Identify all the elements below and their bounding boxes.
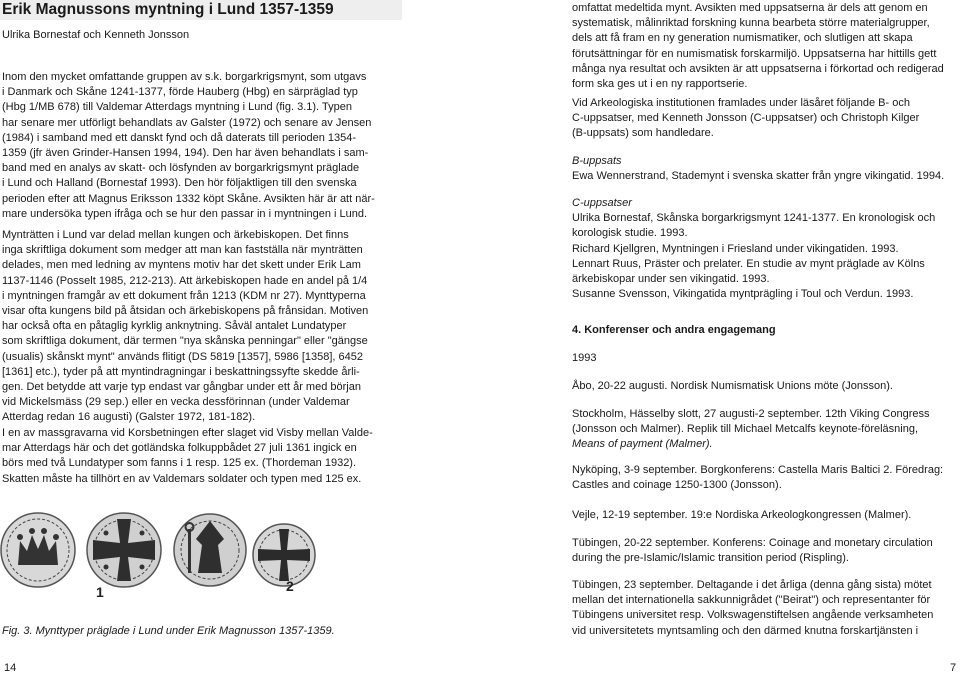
text-line: Tübingen, 20-22 september. Konferens: Coinage and monetary circulation: [572, 537, 933, 549]
b-uppsats-block: [572, 154, 958, 184]
text-line: (B-uppsats) som handledare.: [572, 127, 714, 140]
page-number-left: 14: [4, 662, 17, 674]
paragraph-korsbetningen: [2, 426, 386, 487]
text-line: Mynträtten i Lund var delad mellan kungen och ärkebiskopen. Det finns: [2, 229, 349, 241]
text-line: C-uppsatser, med Kenneth Jonsson (C-uppsatser) och Christoph Kilger: [572, 112, 920, 125]
text-line: band med en analys av skatt- och lösfynden av borgarkrigsmynt präglade: [2, 162, 360, 175]
text-line: Lennart Ruus, Präster och prelater. En studie av mynt präglade av Kölns: [572, 257, 925, 270]
text-line: form ska ges ut i en ny rapportserie.: [572, 78, 748, 91]
coin-figure: [0, 505, 320, 610]
right-page: [572, 0, 960, 676]
c-uppsatser-block: [572, 196, 958, 302]
text-line: Inom den mycket omfattande gruppen av s.k. borgarkrigsmynt, som utgavs: [2, 71, 367, 83]
left-page: [0, 0, 400, 676]
text-line: börs med två Lundatyper som fanns i 1 resp. 125 ex. (Thordeman 1932).: [2, 457, 357, 470]
text-line: Skatten måste ha tillhört en av Valdemars soldater och typen med 125 ex.: [2, 472, 362, 485]
text-line: mare undersöka typen ifråga och se hur den passar in i myntningen i Lund.: [2, 207, 368, 220]
text-line: systematisk, målinriktad forskning kunna bearbeta större materialgrupper,: [572, 17, 930, 30]
text-line: Vid Arkeologiska institutionen framlades under läsåret följande B- och: [572, 97, 910, 109]
article-title: Erik Magnussons myntning i Lund 1357-1359: [0, 0, 402, 20]
text-line: inga skriftliga dokument som medger att man kan fastställa när mynträtten: [2, 244, 363, 257]
text-line: som skriftliga dokument, där termen "nya skånska penningar" eller "gängse: [2, 335, 368, 348]
text-line: (Jonsson och Malmer). Replik till Michael Metcalfs keynote-föreläsning,: [572, 423, 919, 436]
text-line: Nyköping, 3-9 september. Borgkonferens: Castella Maris Baltici 2. Föredrag:: [572, 464, 944, 476]
text-line: ärkebiskopar under sen vikingatid. 1993.: [572, 273, 770, 286]
text-line: during the pre-Islamic/Islamic transition period (Rispling).: [572, 552, 849, 565]
conference-tubingen-1: [572, 536, 958, 566]
coin-1-reverse: [87, 513, 161, 587]
text-line: I en av massgravarna vid Korsbetningen efter slaget vid Visby mellan Valde-: [2, 427, 373, 439]
conference-nykoping: [572, 463, 958, 493]
text-line: Stockholm, Hässelby slott, 27 augusti-2 september. 12th Viking Congress: [572, 408, 930, 420]
figure-caption: Fig. 3. Mynttyper präglade i Lund under Erik Magnusson 1357-1359.: [2, 625, 335, 637]
paragraph-minttrade: [2, 228, 386, 426]
text-line: 1137-1146 (Posselt 1985, 212-213). Att ärkebiskopen hade en andel på 1/4: [2, 274, 368, 287]
text-line: Tübingen, 23 september. Deltagande i det årliga (denna gång sista) mötet: [572, 579, 932, 591]
coin-2-obverse: [174, 514, 246, 586]
text-line: perioden efter att Magnus Eriksson 1332 köpt Skåne. Avsikten här är att när-: [2, 192, 375, 205]
text-line: (1984) i samband med ett danskt fynd och då daterats till perioden 1354-: [2, 131, 357, 144]
conference-vejle: Vejle, 12-19 september. 19:e Nordiska Arkeologkongressen (Malmer).: [572, 509, 912, 521]
paragraph-intro: [2, 70, 386, 222]
b-uppsats-heading: B-uppsats: [572, 155, 622, 167]
figure-label-1: 1: [96, 584, 104, 600]
text-line: vid Mickelsmäss (29 sep.) eller en vecka dessförinnan (under Valdemar: [2, 396, 350, 409]
text-line: Richard Kjellgren, Myntningen i Friesland under vikingatiden. 1993.: [572, 242, 899, 255]
article-authors: Ulrika Bornestaf och Kenneth Jonsson: [2, 29, 190, 41]
figure-label-2: 2: [286, 578, 294, 594]
conference-stockholm: [572, 407, 958, 453]
text-line: förutsättningar för en numismatisk forskarmiljö. Uppsatserna har hittills gett: [572, 47, 937, 60]
text-line: Ewa Wennerstrand, Stademynt i svenska skatter från yngre vikingatid. 1994.: [572, 170, 945, 183]
text-line: 1359 (jfr även Grinder-Hansen 1994, 194). Den har även behandlats i sam-: [2, 147, 369, 160]
section-heading: 4. Konferenser och andra engagemang: [572, 324, 776, 336]
conference-abo: Åbo, 20-22 augusti. Nordisk Numismatisk Unions möte (Jonsson).: [572, 380, 893, 392]
text-line: Means of payment (Malmer).: [572, 438, 713, 451]
text-line: Castles and coinage 1250-1300 (Jonsson).: [572, 479, 782, 492]
text-line: omfattat medeltida mynt. Avsikten med uppsatserna är dels att genom en: [572, 2, 928, 14]
paragraph-arkeologi: [572, 96, 958, 142]
text-line: har också ofta en påtaglig kyrklig anknytning. Såväl antalet Lundatyper: [2, 320, 347, 333]
text-line: korologisk studie. 1993.: [572, 227, 688, 240]
text-line: vid universitetets myntsamling och den därmed knutna forskartjänsten i: [572, 624, 919, 637]
text-line: [1361] etc.), tyder på att myntindragningar i beskattningssyfte skedde årli-: [2, 365, 360, 378]
text-line: många nya resultat och avsikten är att uppsatserna i förkortad och redigerad: [572, 62, 944, 75]
text-line: i Danmark och Skåne 1241-1377, förde Hauberg (Hbg) en särpräglad typ: [2, 86, 358, 99]
text-line: Atterdag redan 16 augusti) (Galster 1972, 181-182).: [2, 411, 256, 424]
coin-2-reverse: [253, 524, 315, 586]
text-line: i Lund och Halland (Bornestaf 1993). Den hör följaktligen till den svenska: [2, 177, 357, 190]
text-line: dels att få fram en ny generation numismatiker, och slutligen att skapa: [572, 32, 913, 45]
text-line: i myntningen framgår av ett dokument från 1213 (KDM nr 27). Mynttyperna: [2, 289, 366, 302]
year-label: 1993: [572, 352, 597, 364]
text-line: Ulrika Bornestaf, Skånska borgarkrigsmynt 1241-1377. En kronologisk och: [572, 212, 936, 225]
text-line: (usualis) skånskt mynt" används flitigt (DS 5819 [1357], 5986 [1358], 6452: [2, 350, 364, 363]
text-line: gen. Det betydde att varje typ endast var gångbar under ett år med början: [2, 381, 361, 394]
c-uppsatser-heading: C-uppsatser: [572, 197, 632, 209]
text-line: delades, men med ledning av myntens motiv har det skett under Erik Lam: [2, 259, 361, 272]
coin-1-obverse: [1, 513, 75, 587]
conference-tubingen-2: [572, 578, 958, 639]
text-line: har senare mer utförligt behandlats av Galster (1972) och senare av Jensen: [2, 116, 372, 129]
paragraph-uppsatser-intro: [572, 1, 958, 92]
text-line: visar ofta kungens bild på åtsidan och ärkebiskopens på frånsidan. Motiven: [2, 305, 369, 318]
text-line: mellan det internationella sakkunnigrådet ("Beirat") och representanter för: [572, 594, 931, 607]
text-line: Susanne Svensson, Vikingatida myntprägling i Toul och Verdun. 1993.: [572, 288, 914, 301]
text-line: mar Atterdags här och det gotländska folkuppbådet 27 juli 1361 ingick en: [2, 442, 357, 455]
text-line: Tübingens universitet resp. Volkswagenstiftelsen angående verksamheten: [572, 609, 934, 622]
text-line: (Hbg 1/MB 678) till Valdemar Atterdags myntning i Lund (fig. 3.1). Typen: [2, 101, 352, 114]
page-number-right: 7: [950, 662, 957, 674]
